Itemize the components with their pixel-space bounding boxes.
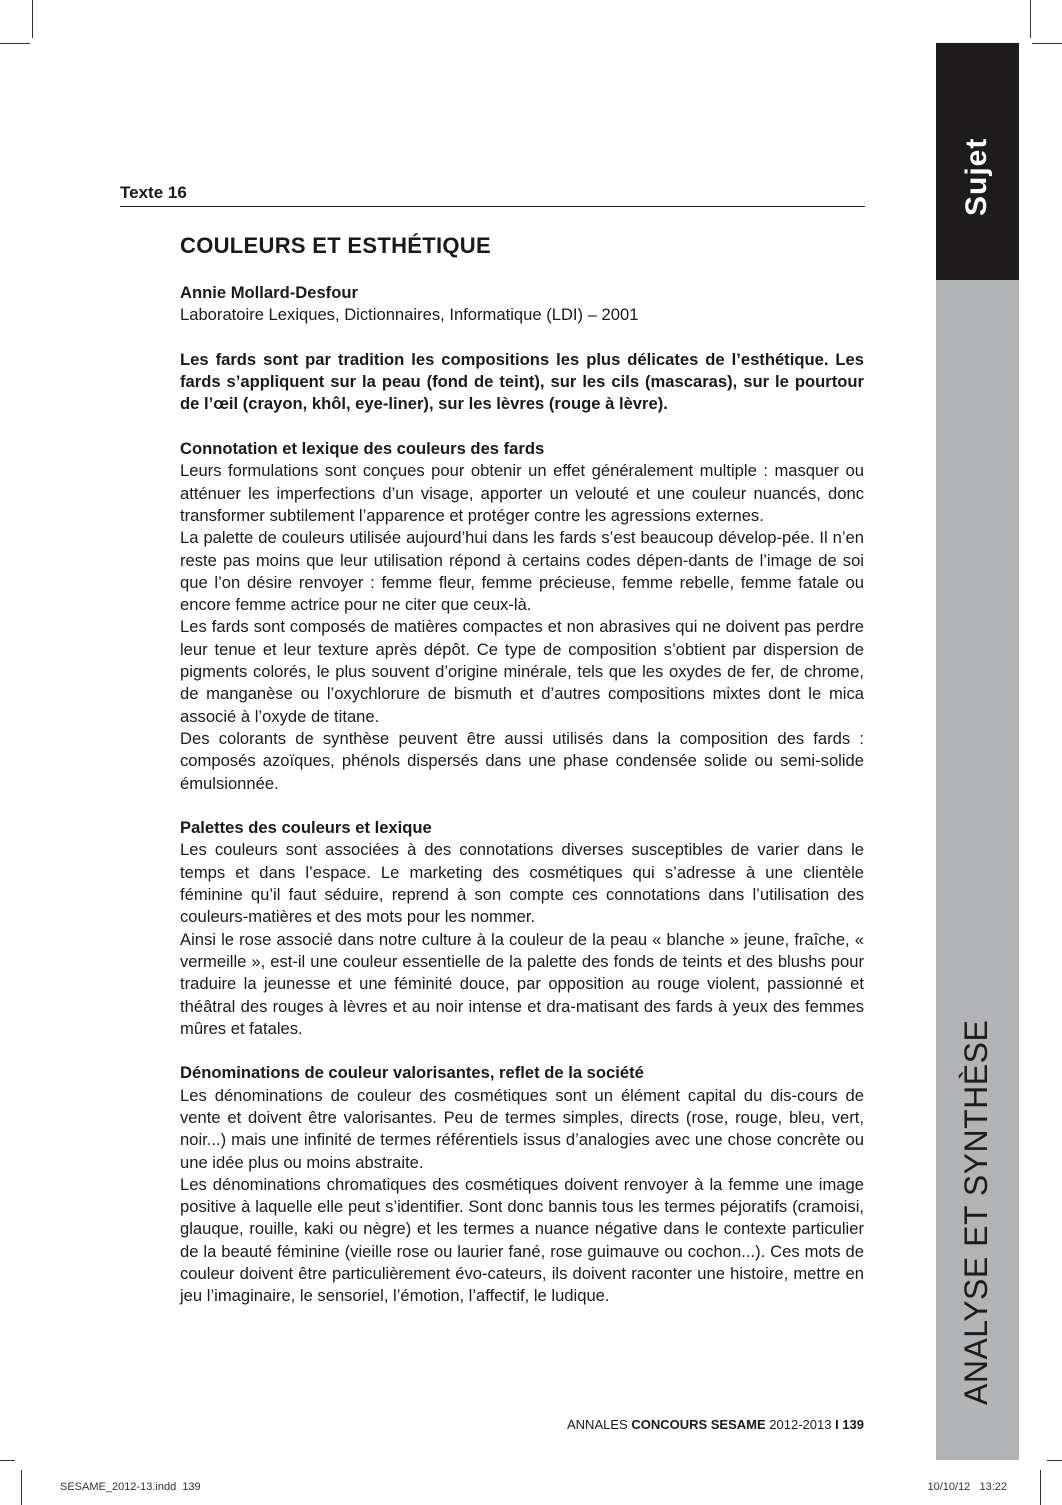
print-slug-file: SESAME_2012-13.indd 139 [60,1481,201,1493]
footer-years: 2012-2013 [765,1417,836,1432]
section-heading: Connotation et lexique des couleurs des fards [180,439,545,459]
paragraph: Les dénominations chromatiques des cosmétiques doivent renvoyer à la femme une image positive à laquelle elle peut s’identifier. Sont donc bannis tous les termes péjoratifs (cramoisi, glauque, rouille, kaki ou nègre) et les termes a nuance négative dans le contexte particulier de la beauté féminine (vieille rose ou laurier fané, rose guimauve ou cochon...). Ces mots de couleur doivent être particulièrement évo-cateurs, ils doivent raconter une histoire, mettre en jeu l’imaginaire, le sensoriel, l’émotion, l’affectif, le ludique. [180,1174,864,1306]
crop-mark [32,0,33,38]
page-number: I 139 [835,1417,864,1432]
paragraph: Les fards sont composés de matières compactes et non abrasives qui ne doivent pas perdre leur tenue et leur texture après dépôt. Ce type de composition s’obtient par dispersion de pigments colorés, le plus souvent d’origine minérale, tels que les oxydes de fer, de chrome, de manganèse ou l’oxychlorure de bismuth et d’autres compositions mixtes dont le mica associé à l’oxyde de titane. [180,617,864,726]
article-intro: Les fards sont par tradition les compositions les plus délicates de l’esthétique. Les fards s’appliquent sur la peau (fond de teint), sur les cils (mascaras), sur le pourtour de l’œil (crayon, khôl, eye-liner), sur les lèvres (rouge à lèvre). [180,349,864,414]
text-number-label: Texte 16 [120,183,187,202]
article-title: COULEURS ET ESTHÉTIQUE [180,233,491,258]
crop-mark [1047,1460,1062,1461]
paragraph: Ainsi le rose associé dans notre culture à la couleur de la peau « blanche » jeune, fraîche, « vermeille », est-il une couleur essentielle de la palette des fonds de teints et des blushs pour traduire la jeunesse et une féminité douce, par opposition au rouge violent, passionné et théâtral des rouges à lèvres et au noir intense et dra-matisant des fards à yeux des femmes mûres et fatales. [180,929,864,1038]
crop-mark [1032,43,1062,44]
article-affiliation: Laboratoire Lexiques, Dictionnaires, Informatique (LDI) – 2001 [180,305,639,325]
crop-mark [0,1460,15,1461]
footer-brand: CONCOURS SESAME [631,1417,766,1432]
footer-prefix: ANNALES [567,1417,632,1432]
article [180,232,864,1308]
paragraph: Des colorants de synthèse peuvent être aussi utilisés dans la composition des fards : composés azoïques, phénols dispersés dans une phase condensée solide ou semi-solide émulsionnée. [180,728,864,793]
paragraph: La palette de couleurs utilisée aujourd’hui dans les fards s’est beaucoup dévelop-pée. Il n’en reste pas moins que leur utilisation répond à certains codes dépen-dants de l’image de soi que l’on désire renvoyer : femme fleur, femme précieuse, femme rebelle, femme fatale ou encore femme actrice pour ne citer que ceux-là. [180,528,864,615]
crop-mark [1040,1470,1041,1505]
crop-mark [21,1470,22,1505]
crop-mark [0,43,30,44]
crop-mark [1030,0,1031,38]
section-tab-sujet-label: Sujet [960,137,993,216]
paragraph: Les couleurs sont associées à des connotations diverses susceptibles de varier dans le temps et dans l’espace. Le marketing des cosmétiques qui s’adresse à une clientèle féminine qu’il faut séduire, reprend à son compte ces connotations dans l’utilisation des couleurs-matières et des mots pour les nommer. [180,840,864,927]
header-rule [120,206,865,207]
section-tab-analyse-label: ANALYSE ET SYNTHÈSE [958,1019,994,1405]
article-author: Annie Mollard-Desfour [180,283,358,302]
paragraph: Les dénominations de couleur des cosmétiques sont un élément capital du dis-cours de vente et doivent être valorisantes. Peu de termes simples, directs (rose, rouge, bleu, vert, noir...) mais une infinité de termes référentiels issus d’analogies avec une chose concrète ou une idée plus ou moins abstraite. [180,1085,864,1172]
paragraph: Leurs formulations sont conçues pour obtenir un effet généralement multiple : masquer ou atténuer les imperfections d’un visage, apporter un velouté et une couleur nuancés, donc transformer subtilement l’apparence et protéger contre les agressions externes. [180,461,864,525]
section-heading: Palettes des couleurs et lexique [180,818,432,838]
print-slug-datetime: 10/10/12 13:22 [927,1481,1007,1493]
page-footer [567,1417,864,1432]
section-heading: Dénominations de couleur valorisantes, reflet de la société [180,1063,644,1083]
